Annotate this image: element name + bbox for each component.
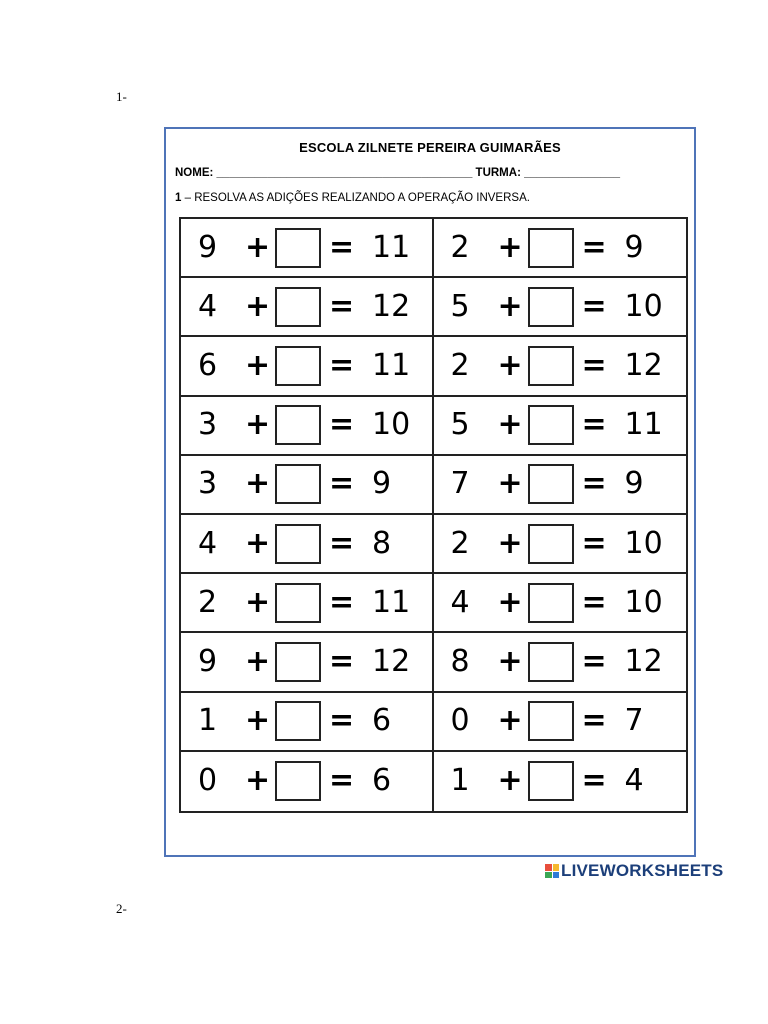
addend: 8	[450, 643, 470, 679]
plus-sign: +	[245, 763, 271, 799]
plus-sign: +	[245, 584, 271, 620]
problem-cell	[434, 456, 687, 515]
equals-sign: =	[329, 643, 355, 679]
problem-cell	[181, 337, 434, 396]
equals-sign: =	[329, 407, 355, 443]
addition-grid	[179, 217, 688, 813]
equals-sign: =	[329, 525, 355, 561]
answer-box[interactable]	[275, 405, 321, 445]
logo-text: LIVEWORKSHEETS	[561, 861, 724, 880]
plus-sign: +	[245, 466, 271, 502]
plus-sign: +	[497, 763, 523, 799]
addend: 2	[450, 525, 470, 561]
equals-sign: =	[581, 229, 607, 265]
problem-cell	[181, 752, 434, 811]
sum-result: 12	[372, 288, 411, 324]
logo-square-4	[553, 872, 560, 879]
answer-box[interactable]	[528, 524, 574, 564]
problem-cell	[181, 397, 434, 456]
instruction-text: – RESOLVA AS ADIÇÕES REALIZANDO A OPERAÇÃO INVERSA.	[181, 192, 530, 204]
plus-sign: +	[245, 407, 271, 443]
plus-sign: +	[497, 288, 523, 324]
addend: 2	[450, 347, 470, 383]
plus-sign: +	[497, 347, 523, 383]
problem-cell	[434, 219, 687, 278]
liveworksheets-logo	[545, 861, 723, 881]
addend: 6	[198, 347, 218, 383]
problem-cell	[181, 515, 434, 574]
addend: 3	[198, 466, 218, 502]
addend: 1	[450, 763, 470, 799]
equals-sign: =	[581, 288, 607, 324]
plus-sign: +	[497, 584, 523, 620]
problem-cell	[434, 278, 687, 337]
sum-result: 12	[372, 643, 411, 679]
problem-cell	[181, 278, 434, 337]
equals-sign: =	[329, 288, 355, 324]
question-number-2: 2-	[116, 901, 127, 916]
answer-box[interactable]	[275, 642, 321, 682]
logo-square-3	[545, 872, 552, 879]
equals-sign: =	[581, 703, 607, 739]
plus-sign: +	[497, 643, 523, 679]
answer-box[interactable]	[275, 287, 321, 327]
school-title: ESCOLA ZILNETE PEREIRA GUIMARÃES	[299, 140, 561, 155]
equals-sign: =	[581, 466, 607, 502]
equals-sign: =	[329, 584, 355, 620]
plus-sign: +	[245, 525, 271, 561]
problem-cell	[181, 693, 434, 752]
answer-box[interactable]	[528, 228, 574, 268]
name-class-line: NOME: ________________________________________ TURMA: _______________	[175, 167, 621, 179]
problem-cell	[181, 633, 434, 692]
equals-sign: =	[581, 763, 607, 799]
plus-sign: +	[245, 229, 271, 265]
plus-sign: +	[497, 703, 523, 739]
answer-box[interactable]	[275, 464, 321, 504]
sum-result: 10	[624, 584, 663, 620]
addend: 4	[198, 288, 218, 324]
problem-cell	[434, 693, 687, 752]
logo-square-1	[545, 864, 552, 871]
sum-result: 7	[624, 703, 644, 739]
equals-sign: =	[581, 407, 607, 443]
answer-box[interactable]	[528, 464, 574, 504]
sum-result: 9	[624, 229, 644, 265]
addend: 5	[450, 407, 470, 443]
addend: 3	[198, 407, 218, 443]
addend: 0	[198, 763, 218, 799]
addend: 0	[450, 703, 470, 739]
problem-cell	[181, 219, 434, 278]
sum-result: 9	[624, 466, 644, 502]
equals-sign: =	[581, 347, 607, 383]
sum-result: 8	[372, 525, 392, 561]
answer-box[interactable]	[528, 287, 574, 327]
equals-sign: =	[329, 347, 355, 383]
plus-sign: +	[245, 347, 271, 383]
equals-sign: =	[329, 466, 355, 502]
problem-cell	[434, 337, 687, 396]
plus-sign: +	[497, 407, 523, 443]
sum-result: 11	[372, 584, 411, 620]
answer-box[interactable]	[275, 701, 321, 741]
addend: 2	[198, 584, 218, 620]
addend: 4	[198, 525, 218, 561]
answer-box[interactable]	[275, 583, 321, 623]
problem-cell	[434, 515, 687, 574]
equals-sign: =	[581, 643, 607, 679]
sum-result: 12	[624, 643, 663, 679]
equals-sign: =	[329, 763, 355, 799]
sum-result: 10	[624, 288, 663, 324]
equals-sign: =	[329, 229, 355, 265]
sum-result: 11	[624, 407, 663, 443]
answer-box[interactable]	[528, 761, 574, 801]
addend: 5	[450, 288, 470, 324]
plus-sign: +	[245, 288, 271, 324]
sum-result: 6	[372, 763, 392, 799]
equals-sign: =	[581, 525, 607, 561]
instruction-number: 1	[175, 192, 182, 204]
problem-cell	[434, 633, 687, 692]
equals-sign: =	[581, 584, 607, 620]
problem-cell	[434, 574, 687, 633]
answer-box[interactable]	[528, 346, 574, 386]
plus-sign: +	[245, 703, 271, 739]
problem-cell	[181, 574, 434, 633]
sum-result: 9	[372, 466, 392, 502]
addend: 4	[450, 584, 470, 620]
plus-sign: +	[497, 525, 523, 561]
answer-box[interactable]	[528, 583, 574, 623]
answer-box[interactable]	[275, 761, 321, 801]
answer-box[interactable]	[275, 228, 321, 268]
problem-cell	[434, 752, 687, 811]
sum-result: 6	[372, 703, 392, 739]
worksheet-image	[164, 127, 696, 857]
plus-sign: +	[497, 466, 523, 502]
answer-box[interactable]	[275, 524, 321, 564]
answer-box[interactable]	[528, 405, 574, 445]
answer-box[interactable]	[528, 701, 574, 741]
problem-cell	[181, 456, 434, 515]
plus-sign: +	[245, 643, 271, 679]
addend: 7	[450, 466, 470, 502]
instruction	[175, 192, 530, 204]
sum-result: 10	[624, 525, 663, 561]
sum-result: 10	[372, 407, 411, 443]
equals-sign: =	[329, 703, 355, 739]
addend: 1	[198, 703, 218, 739]
plus-sign: +	[497, 229, 523, 265]
addend: 2	[450, 229, 470, 265]
sum-result: 4	[624, 763, 644, 799]
sum-result: 11	[372, 347, 411, 383]
addend: 9	[198, 229, 218, 265]
sum-result: 11	[372, 229, 411, 265]
answer-box[interactable]	[275, 346, 321, 386]
problem-cell	[434, 397, 687, 456]
question-number-1: 1-	[116, 89, 127, 104]
liveworksheets-logo-icon	[545, 864, 559, 878]
answer-box[interactable]	[528, 642, 574, 682]
addend: 9	[198, 643, 218, 679]
logo-square-2	[553, 864, 560, 871]
sum-result: 12	[624, 347, 663, 383]
